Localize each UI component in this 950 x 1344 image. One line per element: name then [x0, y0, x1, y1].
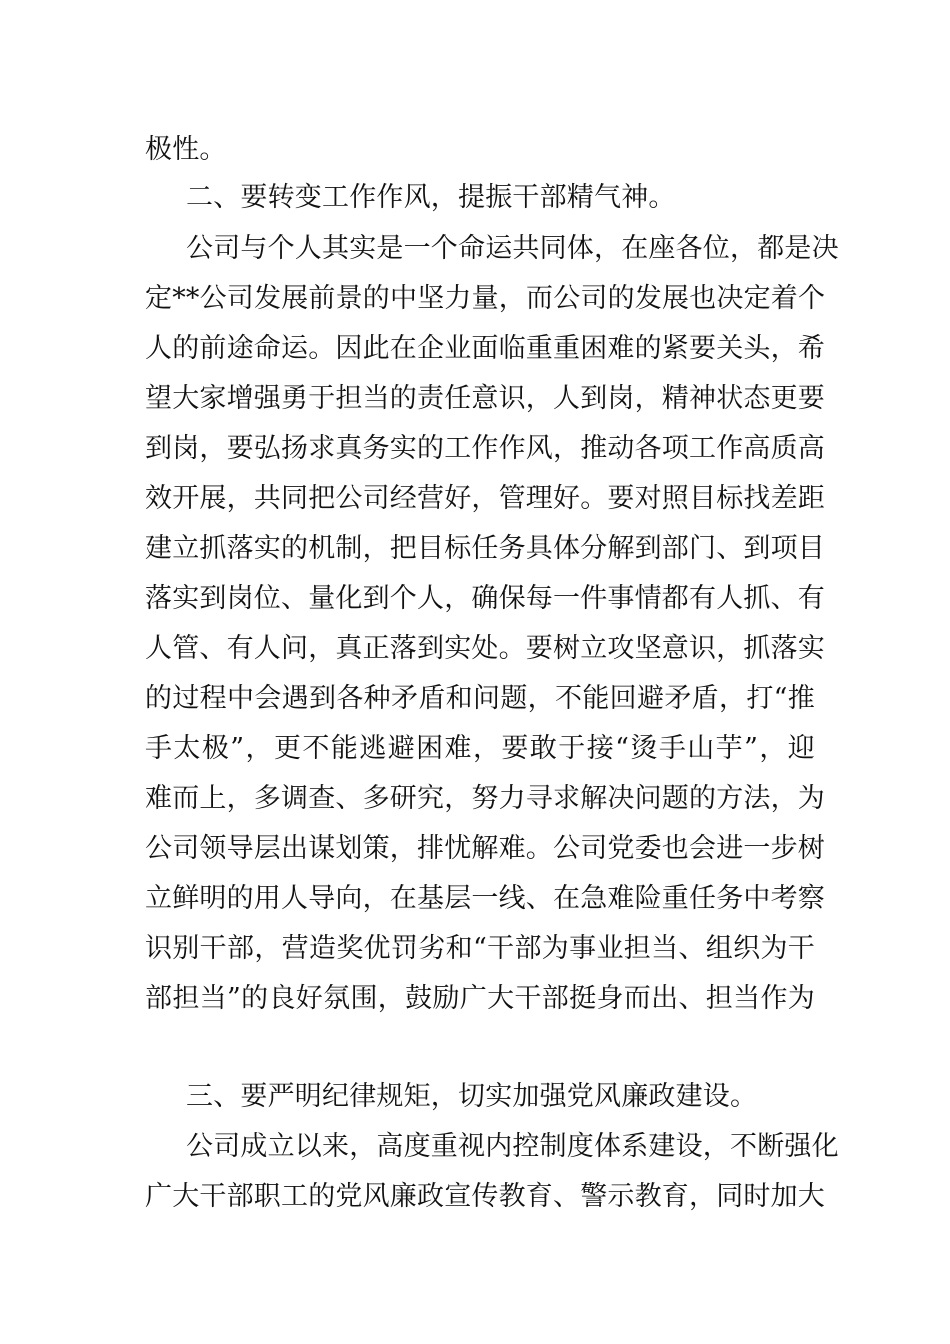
text-line-6: 望大家增强勇于担当的责任意识，人到岗，精神状态更要 — [145, 383, 825, 414]
section-heading-3: 三、要严明纪律规矩，切实加强党风廉政建设。 — [186, 1081, 758, 1112]
text-line-14: 难而上，多调查、多研究，努力寻求解决问题的方法，为 — [145, 783, 825, 814]
text-line-13: 手太极”，更不能逃避困难，要敢于接“烫手山芋”，迎 — [145, 733, 815, 764]
text-line-8: 效开展，共同把公司经营好，管理好。要对照目标找差距 — [145, 483, 825, 514]
text-line-11: 人管、有人问，真正落到实处。要树立攻坚意识，抓落实 — [145, 633, 825, 664]
text-line-3: 公司与个人其实是一个命运共同体，在座各位，都是决 — [186, 233, 839, 264]
text-line-5: 人的前途命运。因此在企业面临重重困难的紧要关头，希 — [145, 333, 825, 364]
text-line-20: 公司成立以来，高度重视内控制度体系建设，不断强化 — [186, 1131, 839, 1162]
text-line-17: 识别干部，营造奖优罚劣和“干部为事业担当、组织为干 — [145, 933, 815, 964]
text-line-10: 落实到岗位、量化到个人，确保每一件事情都有人抓、有 — [145, 583, 825, 614]
text-line-12: 的过程中会遇到各种矛盾和问题，不能回避矛盾，打“推 — [145, 683, 815, 714]
text-line-15: 公司领导层出谋划策，排忧解难。公司党委也会进一步树 — [145, 833, 825, 864]
text-line-9: 建立抓落实的机制，把目标任务具体分解到部门、到项目 — [145, 533, 825, 564]
text-line-7: 到岗，要弘扬求真务实的工作作风，推动各项工作高质高 — [145, 433, 825, 464]
text-line-21: 广大干部职工的党风廉政宣传教育、警示教育，同时加大 — [145, 1181, 825, 1212]
section-heading-2: 二、要转变工作作风，提振干部精气神。 — [186, 182, 676, 213]
text-line-16: 立鲜明的用人导向，在基层一线、在急难险重任务中考察 — [145, 883, 825, 914]
text-line-18: 部担当”的良好氛围，鼓励广大干部挺身而出、担当作为 — [145, 983, 815, 1014]
text-line-1: 极性。 — [145, 134, 227, 165]
text-line-4: 定**公司发展前景的中坚力量，而公司的发展也决定着个 — [145, 283, 826, 314]
